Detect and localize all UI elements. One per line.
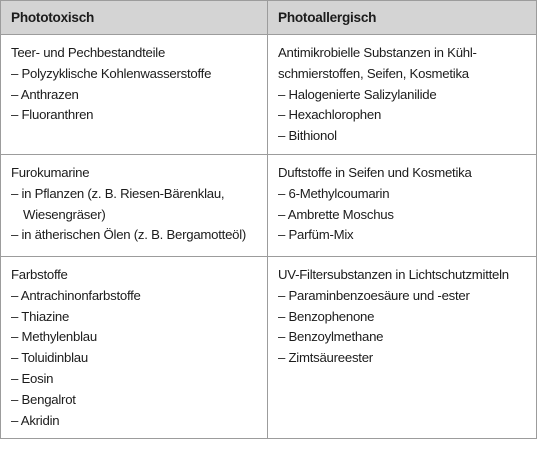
list-item: – Antrachinonfarbstoffe: [11, 287, 141, 303]
list-item: – Ambrette Moschus: [278, 206, 394, 222]
header-phototoxisch: Phototoxisch: [1, 1, 268, 35]
list-item: – Halogenierte Salizylanilide: [278, 86, 437, 102]
table-cell: [268, 256, 537, 438]
list-item: – 6-Methylcoumarin: [278, 185, 390, 201]
cell-title: Furokumarine: [11, 164, 90, 180]
list-item-continued: Wiesengräser): [23, 206, 106, 222]
list-item: – Akridin: [11, 412, 60, 428]
table-cell: [268, 35, 537, 155]
list-item: – Hexachlorophen: [278, 107, 382, 123]
cell-title: Duftstoffe in Seifen und Kosmetika: [278, 164, 472, 180]
list-item: – Toluidinblau: [11, 350, 88, 366]
table-cell: [1, 154, 268, 256]
table-row: [1, 256, 537, 438]
list-item: – Fluoranthren: [11, 107, 94, 123]
table-cell: [1, 256, 268, 438]
list-item: – Benzophenone: [278, 308, 375, 324]
table-row: [1, 154, 537, 256]
list-item: – Anthrazen: [11, 86, 79, 102]
cell-title: Farbstoffe: [11, 266, 68, 282]
list-item: – Methylenblau: [11, 329, 97, 345]
table-cell: [268, 154, 537, 256]
cell-title: Antimikrobielle Substanzen in Kühl-: [278, 45, 477, 60]
list-item: – Zimtsäureester: [278, 350, 373, 366]
table-cell: [1, 35, 268, 155]
cell-title: Teer- und Pechbestandteile: [11, 45, 166, 60]
table-row: [1, 35, 537, 155]
cell-title-continued: schmierstoffen, Seifen, Kosmetika: [278, 65, 469, 81]
list-item: – Polyzyklische Kohlenwasserstoffe: [11, 65, 212, 81]
list-item: – Thiazine: [11, 308, 70, 324]
cell-title: UV-Filtersubstanzen in Lichtschutzmitteln: [278, 266, 509, 282]
list-item: – Eosin: [11, 370, 54, 386]
list-item: – Benzoylmethane: [278, 329, 384, 345]
list-item: – Bithionol: [278, 128, 337, 144]
header-row: [1, 1, 537, 35]
list-item: – Parfüm-Mix: [278, 227, 354, 243]
header-photoallergisch: Photoallergisch: [268, 1, 537, 35]
list-item: – in Pflanzen (z. B. Riesen-Bärenklau,: [11, 185, 225, 201]
list-item: – in ätherischen Ölen (z. B. Bergamotteöl): [11, 227, 247, 243]
list-item: – Bengalrot: [11, 391, 76, 407]
list-item: – Paraminbenzoesäure und -ester: [278, 287, 470, 303]
